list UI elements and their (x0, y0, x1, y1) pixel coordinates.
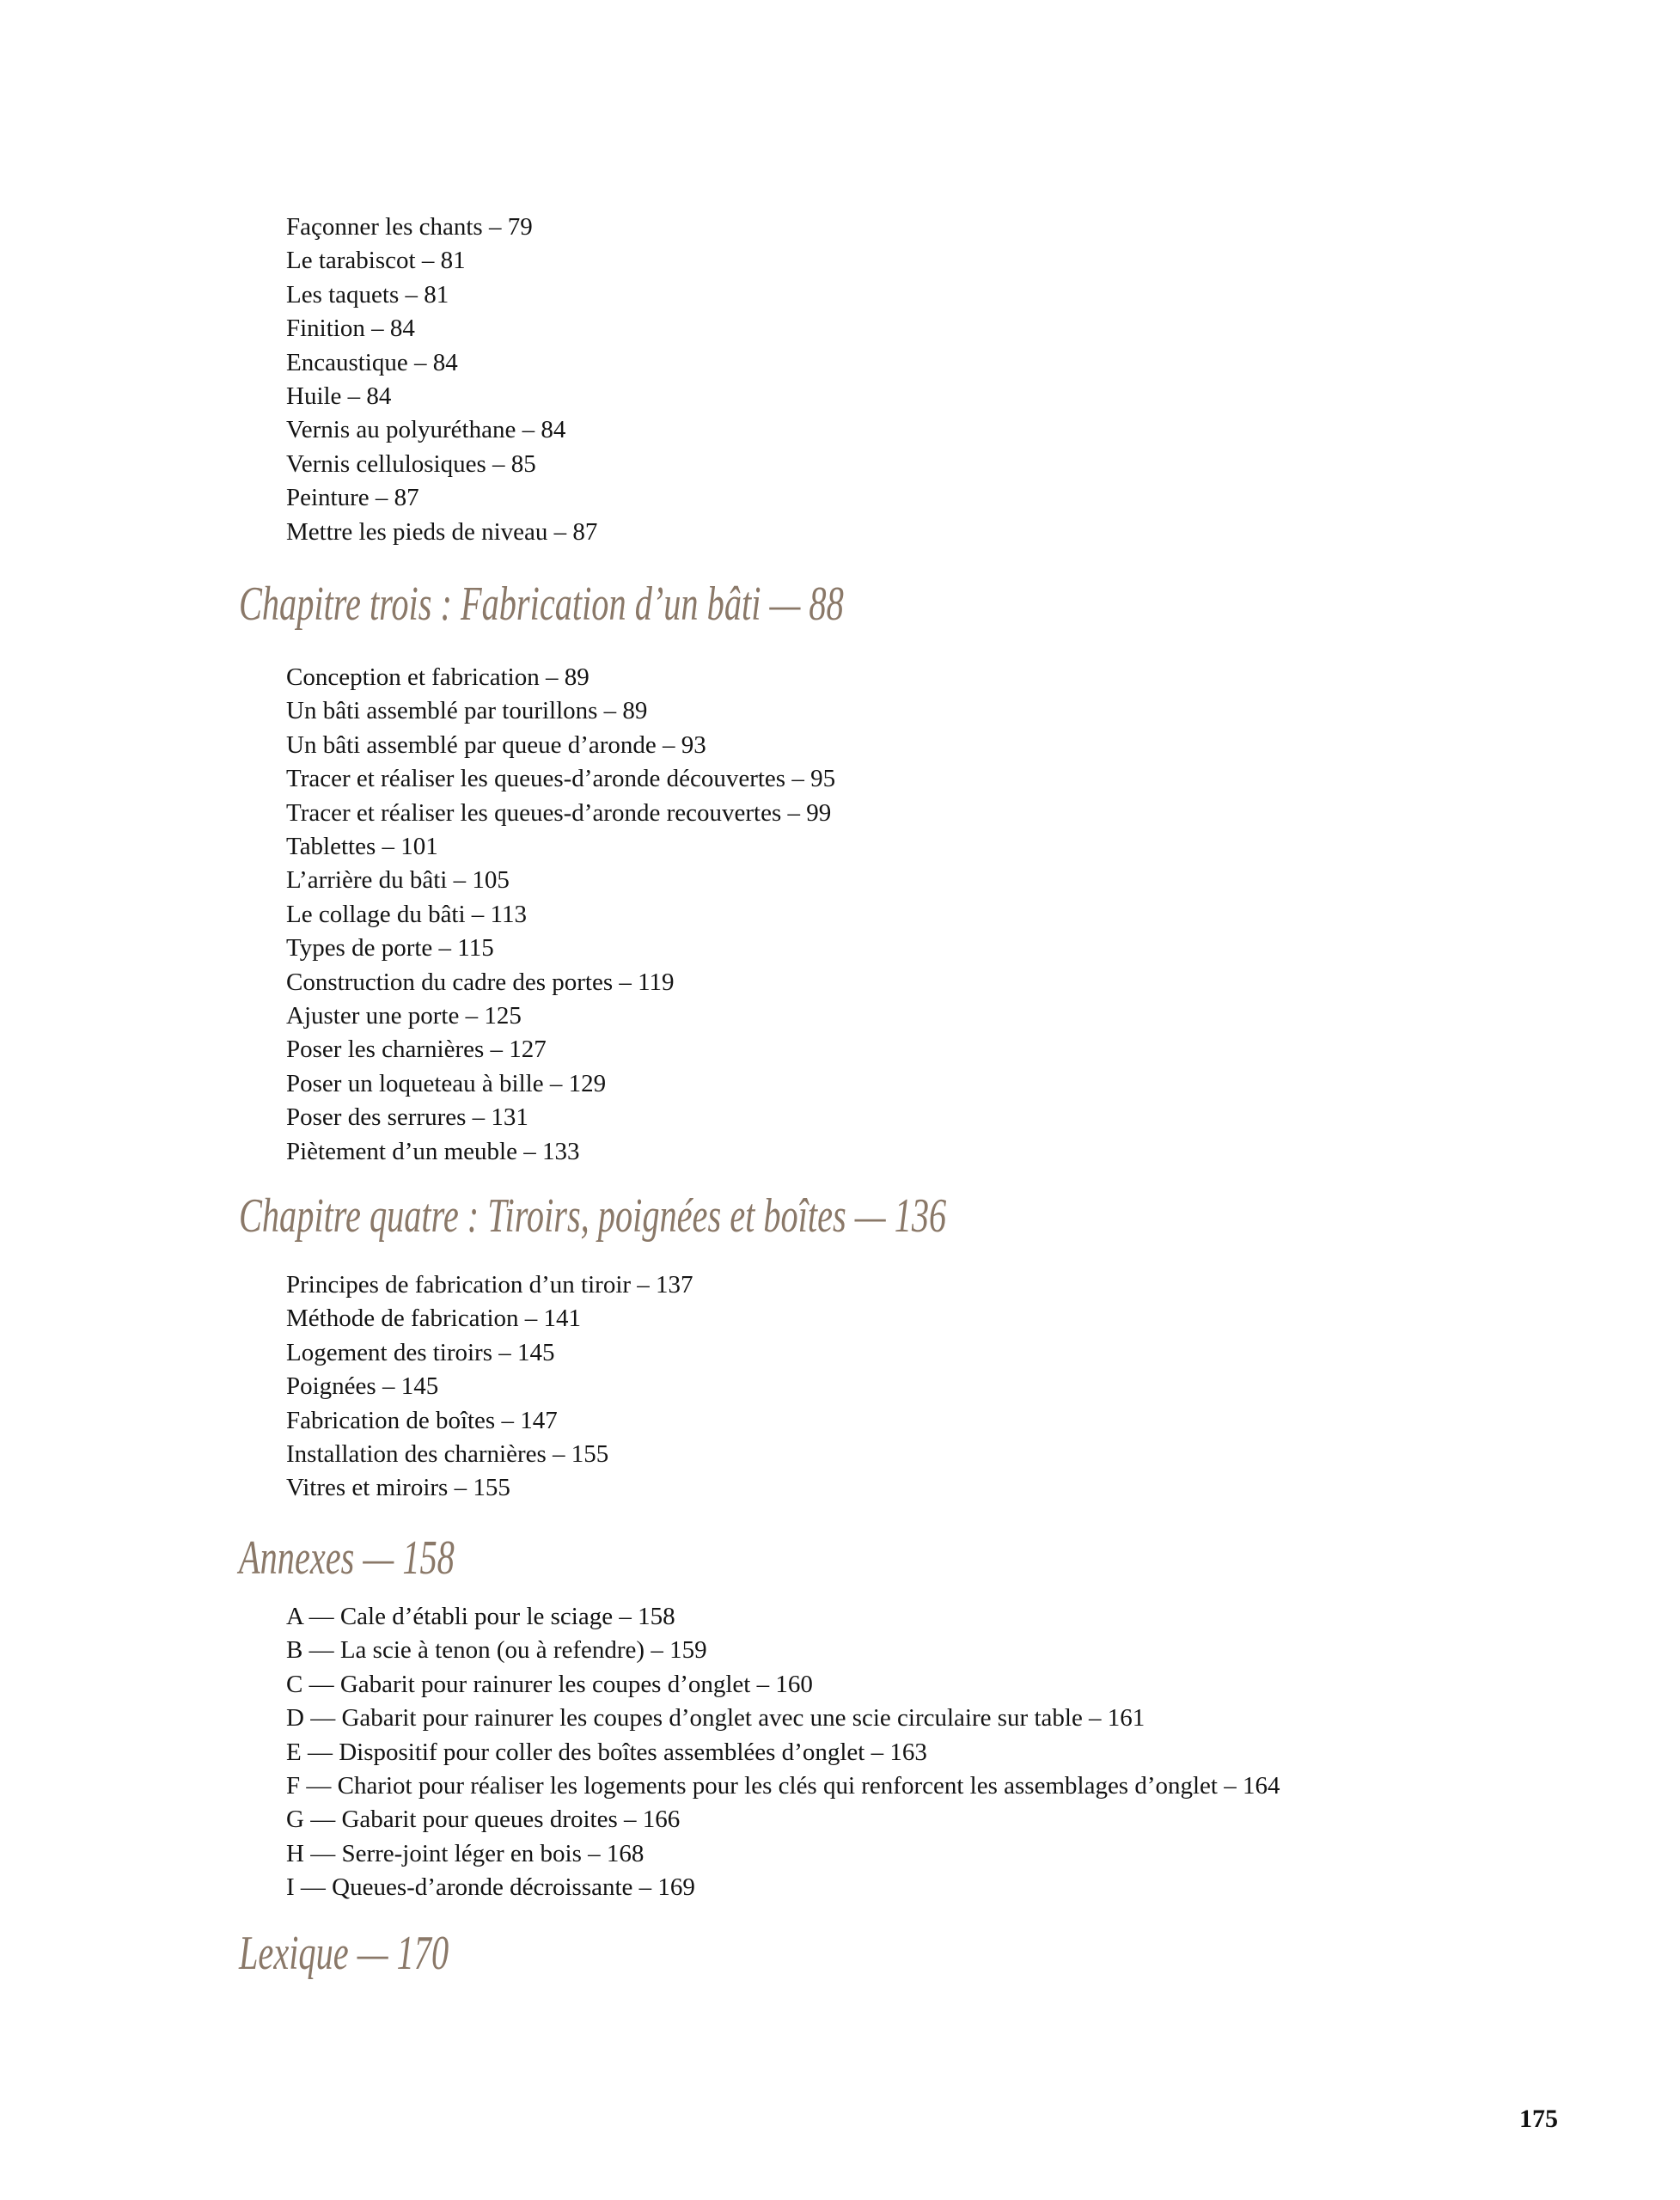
toc-entry: C — Gabarit pour rainurer les coupes d’onglet – 160 (286, 1670, 813, 1698)
toc-entry: Tracer et réaliser les queues-d’aronde recouvertes – 99 (286, 798, 832, 827)
page-number: 175 (1519, 2105, 1558, 2133)
toc-entry: Façonner les chants – 79 (286, 213, 533, 241)
toc-entry: Tablettes – 101 (286, 833, 438, 861)
toc-entry: A — Cale d’établi pour le sciage – 158 (286, 1603, 675, 1630)
toc-entry: Finition – 84 (286, 315, 415, 343)
toc-entry: Logement des tiroirs – 145 (286, 1338, 555, 1366)
toc-entry: Conception et fabrication – 89 (286, 663, 590, 691)
toc-entry: Tracer et réaliser les queues-d’aronde découvertes – 95 (286, 765, 836, 793)
toc-list-chapter-four (286, 1268, 693, 1506)
lexique-heading: Lexique — 170 (239, 1927, 449, 1980)
toc-entry: Un bâti assemblé par queue d’aronde – 93 (286, 730, 706, 759)
toc-entry: Encaustique – 84 (286, 348, 458, 376)
toc-entry: Ajuster une porte – 125 (286, 1002, 522, 1030)
toc-entry: B — La scie à tenon (ou à refendre) – 159 (286, 1636, 707, 1665)
toc-entry: Peinture – 87 (286, 484, 419, 512)
toc-entry: Construction du cadre des portes – 119 (286, 968, 675, 996)
toc-entry: Vernis au polyuréthane – 84 (286, 416, 566, 444)
toc-entry: I — Queues-d’aronde décroissante – 169 (286, 1873, 695, 1902)
toc-entry: Poignées – 145 (286, 1372, 439, 1401)
toc-entry: E — Dispositif pour coller des boîtes assemblées d’onglet – 163 (286, 1738, 927, 1766)
toc-entry: Méthode de fabrication – 141 (286, 1305, 582, 1333)
toc-entry: L’arrière du bâti – 105 (286, 866, 510, 895)
annexes-heading: Annexes — 158 (239, 1531, 455, 1585)
toc-list-annexes (286, 1600, 1280, 1905)
toc-list-chapter-three (286, 661, 835, 1169)
chapter-three-heading: Chapitre trois : Fabrication d’un bâti — 88 (239, 578, 844, 631)
toc-entry: H — Serre-joint léger en bois – 168 (286, 1839, 645, 1867)
toc-entry: Un bâti assemblé par tourillons – 89 (286, 697, 648, 725)
toc-entry: Mettre les pieds de niveau – 87 (286, 517, 598, 546)
toc-entry: G — Gabarit pour queues droites – 166 (286, 1806, 681, 1834)
toc-entry: Vernis cellulosiques – 85 (286, 449, 536, 478)
toc-entry: Types de porte – 115 (286, 934, 494, 962)
toc-entry: Les taquets – 81 (286, 280, 449, 309)
toc-entry: Piètement d’un meuble – 133 (286, 1137, 580, 1165)
toc-entry: Poser un loqueteau à bille – 129 (286, 1069, 607, 1097)
toc-entry: Le collage du bâti – 113 (286, 900, 527, 928)
toc-entry: Poser les charnières – 127 (286, 1036, 547, 1064)
toc-entry: Poser des serrures – 131 (286, 1103, 528, 1132)
toc-entry: Le tarabiscot – 81 (286, 247, 466, 275)
toc-entry: Huile – 84 (286, 382, 392, 411)
toc-entry: D — Gabarit pour rainurer les coupes d’onglet avec une scie circulaire sur table – 161 (286, 1704, 1145, 1732)
toc-list-chapter-two-continued (286, 211, 597, 549)
chapter-four-heading: Chapitre quatre : Tiroirs, poignées et boîtes — 136 (239, 1189, 947, 1243)
toc-entry: Vitres et miroirs – 155 (286, 1474, 510, 1502)
toc-entry: Installation des charnières – 155 (286, 1440, 609, 1469)
toc-entry: Principes de fabrication d’un tiroir – 137 (286, 1271, 693, 1299)
toc-entry: F — Chariot pour réaliser les logements pour les clés qui renforcent les assemblages d’onglet – 164 (286, 1772, 1280, 1800)
toc-entry: Fabrication de boîtes – 147 (286, 1406, 558, 1434)
